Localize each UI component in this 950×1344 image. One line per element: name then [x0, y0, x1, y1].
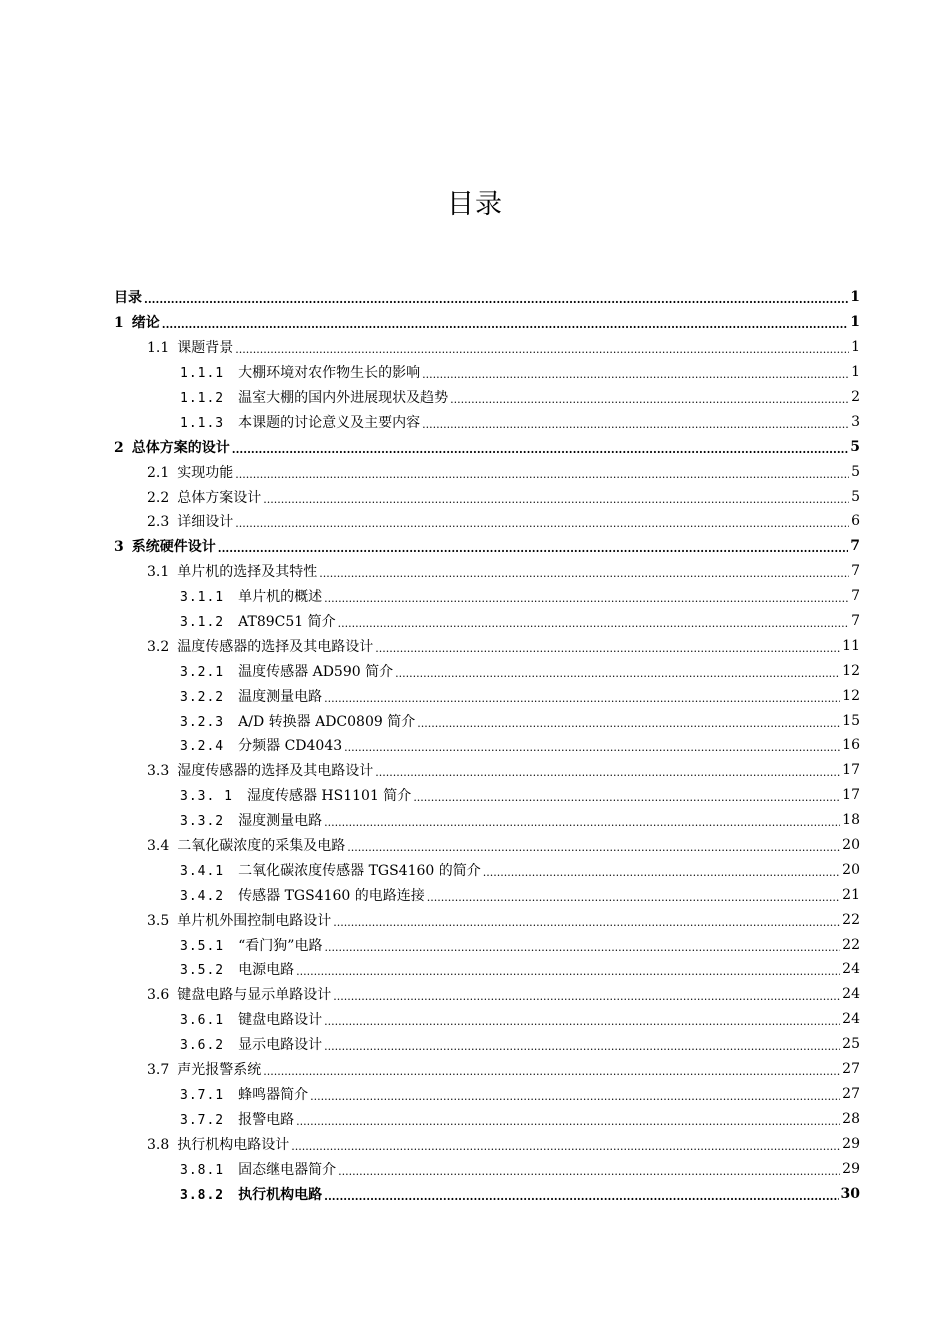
toc-entry-label: 二氧化碳浓度的采集及电路	[177, 838, 346, 855]
dot-leader	[333, 914, 840, 930]
toc-entry-title	[180, 735, 342, 755]
toc-entry-number: 3.6.1	[180, 1013, 225, 1029]
dot-leader	[344, 739, 840, 755]
toc-entry-number: 3.7.2	[180, 1112, 225, 1128]
dot-leader	[324, 814, 840, 830]
toc-entry-title	[180, 1109, 294, 1129]
dot-leader	[395, 665, 840, 681]
toc-entry-title	[147, 337, 233, 357]
toc-page-number: 7	[851, 563, 860, 580]
toc-entry-title	[180, 1034, 322, 1054]
toc-entry-title	[114, 287, 142, 307]
toc-entry[interactable]	[114, 1181, 860, 1206]
toc-entry[interactable]	[114, 310, 860, 335]
dot-leader	[427, 889, 840, 905]
table-of-contents	[114, 285, 860, 1206]
dot-leader	[291, 1138, 840, 1154]
toc-entry-title	[180, 387, 448, 407]
toc-entry-title	[147, 636, 373, 656]
toc-page-number: 24	[842, 1011, 860, 1028]
toc-entry-number: 3.7	[147, 1062, 170, 1079]
toc-entry-title	[147, 462, 233, 482]
dot-leader	[417, 715, 840, 731]
toc-entry-number: 3.4	[147, 838, 170, 855]
dot-leader	[263, 491, 849, 507]
toc-entry-title	[147, 511, 233, 531]
toc-entry-title	[180, 935, 322, 955]
toc-page-number: 25	[842, 1036, 860, 1053]
dot-leader	[310, 1088, 840, 1104]
dot-leader	[422, 366, 849, 382]
toc-entry[interactable]	[114, 808, 860, 833]
toc-entry[interactable]	[114, 982, 860, 1007]
dot-leader	[235, 341, 849, 357]
toc-entry-number: 3.7.1	[180, 1087, 225, 1103]
toc-entry[interactable]	[114, 335, 860, 360]
toc-entry-title	[180, 686, 322, 706]
toc-entry-title	[180, 860, 481, 880]
toc-entry-number: 3.5.1	[180, 938, 225, 954]
toc-page-number: 27	[842, 1061, 860, 1078]
dot-leader	[232, 441, 849, 457]
toc-entry[interactable]	[114, 1032, 860, 1057]
toc-entry[interactable]	[114, 1057, 860, 1082]
toc-entry-title	[180, 1009, 322, 1029]
toc-entry-number: 3.2	[147, 638, 170, 655]
toc-entry[interactable]	[114, 683, 860, 708]
toc-entry-number: 1.1.3	[180, 415, 225, 431]
toc-entry-title	[180, 785, 411, 805]
toc-entry[interactable]	[114, 833, 860, 858]
toc-entry-number: 1.1.2	[180, 391, 225, 406]
toc-page-number: 18	[842, 812, 860, 829]
toc-entry[interactable]	[114, 1156, 860, 1181]
toc-entry-number: 3.8.1	[180, 1162, 225, 1178]
toc-entry-label: 执行机构电路设计	[177, 1136, 290, 1153]
toc-page-number: 12	[842, 662, 860, 679]
toc-page-number: 24	[842, 961, 860, 978]
toc-entry-title	[147, 1134, 289, 1154]
toc-entry-label: 分频器 CD4043	[238, 738, 343, 755]
toc-entry-number: 3.6	[147, 987, 170, 1004]
toc-entry-label: 单片机外围控制电路设计	[177, 912, 332, 929]
toc-entry-number: 3.1.1	[180, 590, 225, 606]
toc-entry-title	[114, 536, 216, 556]
toc-entry-number: 1	[114, 315, 124, 332]
toc-entry-title	[114, 437, 230, 457]
toc-page-number: 1	[851, 364, 860, 381]
toc-page-number: 12	[842, 687, 860, 704]
toc-entry-title	[180, 362, 420, 382]
toc-entry-number: 3.8	[147, 1136, 170, 1153]
toc-entry-number: 3.3	[147, 763, 170, 780]
toc-page-number: 5	[851, 488, 860, 505]
toc-entry-label: 二氧化碳浓度传感器 TGS4160 的简介	[238, 862, 481, 879]
dot-leader	[324, 1038, 840, 1054]
toc-entry-label: 实现功能	[177, 464, 234, 481]
toc-entry-label: 键盘电路设计	[238, 1012, 323, 1029]
toc-entry[interactable]	[114, 559, 860, 584]
toc-entry-label: “看门狗”电路	[238, 937, 323, 954]
toc-entry[interactable]	[114, 1106, 860, 1131]
toc-entry-title	[180, 810, 322, 830]
toc-page-number: 17	[842, 787, 860, 804]
toc-entry-label: 固态继电器简介	[238, 1161, 337, 1178]
toc-entry-title	[147, 984, 331, 1004]
toc-page-number: 5	[851, 463, 860, 480]
toc-entry-label: 报警电路	[238, 1111, 295, 1128]
dot-leader	[162, 316, 849, 332]
toc-page-number: 2	[851, 389, 860, 405]
toc-entry-label: 湿度传感器的选择及其电路设计	[177, 763, 374, 780]
toc-entry-title	[180, 611, 336, 631]
toc-entry-title	[180, 661, 393, 681]
toc-entry-number: 3.1.2	[180, 615, 225, 631]
toc-entry-label: A/D 转换器 ADC0809 简介	[238, 713, 416, 730]
dot-leader	[422, 416, 849, 432]
dot-leader	[324, 690, 840, 706]
toc-page-number: 22	[842, 936, 860, 953]
toc-entry-label: AT89C51 简介	[238, 614, 336, 631]
toc-entry-title	[180, 586, 322, 606]
toc-entry[interactable]	[114, 360, 860, 385]
toc-entry[interactable]	[114, 385, 860, 410]
toc-entry[interactable]	[114, 783, 860, 808]
toc-entry-title	[147, 835, 345, 855]
toc-entry-label: 绪论	[131, 315, 160, 332]
toc-entry[interactable]	[114, 733, 860, 758]
toc-page-number: 7	[851, 588, 860, 605]
toc-page-number: 22	[842, 911, 860, 928]
page-title: 目录	[447, 189, 503, 220]
dot-leader	[375, 640, 840, 656]
toc-page-number: 24	[842, 986, 860, 1003]
toc-entry-label: 本课题的讨论意义及主要内容	[238, 414, 421, 431]
toc-entry-number: 3.2.4	[180, 739, 225, 755]
toc-page-number: 7	[851, 613, 860, 630]
toc-entry-label: 详细设计	[177, 514, 234, 531]
toc-entry[interactable]	[114, 509, 860, 534]
toc-entry-title	[180, 1084, 308, 1104]
dot-leader	[375, 764, 840, 780]
toc-entry-title	[180, 711, 415, 731]
toc-page-number: 16	[842, 737, 860, 754]
toc-entry-title	[180, 1159, 336, 1179]
toc-page-number: 6	[851, 513, 860, 530]
toc-entry-title	[114, 312, 160, 332]
toc-entry-number: 3.2.1	[180, 664, 225, 680]
dot-leader	[235, 515, 849, 531]
toc-entry-title	[180, 959, 294, 979]
dot-leader	[483, 864, 840, 880]
toc-page-number: 21	[842, 886, 860, 903]
dot-leader	[338, 1163, 840, 1179]
toc-page-number: 17	[842, 762, 860, 779]
dot-leader	[324, 1188, 838, 1204]
toc-entry[interactable]	[114, 857, 860, 882]
toc-entry-label: 湿度测量电路	[238, 813, 323, 830]
toc-page-number: 29	[842, 1135, 860, 1152]
toc-entry-number: 2	[114, 439, 124, 456]
dot-leader	[324, 1013, 840, 1029]
toc-entry-label: 大棚环境对农作物生长的影响	[238, 365, 421, 382]
toc-page-number: 1	[851, 339, 860, 356]
toc-entry-number: 1.1	[147, 340, 170, 357]
toc-entry[interactable]	[114, 534, 860, 559]
toc-page-number: 1	[850, 289, 860, 306]
toc-entry[interactable]	[114, 285, 860, 310]
toc-entry-number: 2.1	[147, 464, 170, 481]
dot-leader	[296, 1113, 840, 1129]
toc-entry-label: 显示电路设计	[238, 1037, 323, 1054]
toc-entry-title	[180, 412, 420, 432]
dot-leader	[324, 590, 849, 606]
toc-entry-label: 课题背景	[177, 340, 234, 357]
toc-entry-label: 执行机构电路	[238, 1186, 323, 1203]
dot-leader	[450, 391, 849, 407]
toc-entry[interactable]	[114, 633, 860, 658]
toc-page-number: 28	[842, 1110, 860, 1127]
dot-leader	[144, 291, 848, 307]
toc-entry-label: 温度测量电路	[238, 688, 323, 705]
toc-entry-label: 温室大棚的国内外进展现状及趋势	[238, 390, 449, 406]
toc-entry-title	[147, 1059, 261, 1079]
toc-entry-number: 3.8.2	[180, 1187, 225, 1203]
dot-leader	[319, 565, 849, 581]
toc-entry-number: 3.2.3	[180, 714, 225, 730]
toc-page-number: 20	[842, 837, 860, 854]
toc-page-number: 27	[842, 1085, 860, 1102]
toc-entry-label: 单片机的选择及其特性	[177, 564, 318, 581]
dot-leader	[296, 963, 840, 979]
toc-page-number: 15	[842, 712, 860, 729]
dot-leader	[333, 988, 840, 1004]
toc-page-number: 3	[851, 413, 860, 430]
dot-leader	[235, 466, 849, 482]
toc-page-number: 29	[842, 1160, 860, 1177]
toc-entry-label: 声光报警系统	[177, 1062, 262, 1079]
toc-page-number: 30	[840, 1185, 860, 1202]
toc-entry-label: 电源电路	[238, 962, 295, 979]
toc-page-number: 5	[850, 438, 860, 455]
toc-entry-label: 温度传感器 AD590 简介	[238, 663, 394, 680]
toc-entry-number: 2.3	[147, 514, 170, 531]
dot-leader	[263, 1063, 840, 1079]
toc-entry-number: 3.4.1	[180, 863, 225, 879]
toc-entry[interactable]	[114, 609, 860, 634]
toc-entry-title	[147, 910, 331, 930]
toc-entry-number: 3.3. 1	[180, 789, 233, 805]
toc-page-number: 20	[842, 861, 860, 878]
toc-entry[interactable]	[114, 1007, 860, 1032]
toc-entry-label: 传感器 TGS4160 的电路连接	[238, 887, 425, 904]
toc-entry-title	[147, 487, 261, 507]
toc-entry-label: 总体方案设计	[177, 489, 262, 506]
toc-entry-number: 3.4.2	[180, 888, 225, 904]
toc-entry-number: 3.3.2	[180, 814, 225, 830]
toc-entry-number: 3	[114, 539, 124, 556]
dot-leader	[338, 615, 849, 631]
dot-leader	[218, 540, 849, 556]
toc-entry[interactable]	[114, 459, 860, 484]
toc-entry-label: 总体方案的设计	[131, 439, 230, 456]
toc-entry[interactable]	[114, 409, 860, 434]
toc-entry-title	[147, 561, 317, 581]
toc-page-number: 1	[850, 314, 860, 331]
toc-entry-title	[180, 885, 425, 905]
toc-entry-label: 键盘电路与显示单路设计	[177, 987, 332, 1004]
toc-entry-label: 系统硬件设计	[131, 539, 216, 556]
toc-entry[interactable]	[114, 758, 860, 783]
toc-entry-number: 2.2	[147, 489, 170, 506]
toc-entry[interactable]	[114, 907, 860, 932]
toc-entry-number: 3.5	[147, 912, 170, 929]
toc-entry-label: 目录	[114, 290, 142, 307]
toc-entry[interactable]	[114, 434, 860, 459]
dot-leader	[413, 789, 840, 805]
toc-entry-label: 温度传感器的选择及其电路设计	[177, 638, 374, 655]
toc-entry[interactable]	[114, 658, 860, 683]
toc-page-number: 7	[850, 538, 860, 555]
toc-page-number: 11	[842, 637, 860, 654]
dot-leader	[324, 939, 840, 955]
toc-entry[interactable]	[114, 484, 860, 509]
toc-entry-number: 1.1.1	[180, 366, 225, 382]
toc-entry-title	[180, 1184, 322, 1204]
toc-entry[interactable]	[114, 708, 860, 733]
toc-entry[interactable]	[114, 1131, 860, 1156]
toc-entry-number: 3.6.2	[180, 1038, 225, 1054]
toc-entry[interactable]	[114, 1082, 860, 1107]
toc-entry-label: 湿度传感器 HS1101 简介	[246, 788, 412, 805]
toc-entry[interactable]	[114, 882, 860, 907]
dot-leader	[347, 839, 840, 855]
toc-entry[interactable]	[114, 957, 860, 982]
toc-entry-label: 单片机的概述	[238, 589, 323, 606]
toc-entry-number: 3.1	[147, 564, 170, 581]
toc-entry[interactable]	[114, 932, 860, 957]
toc-entry-title	[147, 760, 373, 780]
toc-entry-number: 3.2.2	[180, 689, 225, 705]
toc-entry[interactable]	[114, 584, 860, 609]
toc-entry-label: 蜂鸣器简介	[238, 1086, 309, 1103]
toc-entry-number: 3.5.2	[180, 963, 225, 979]
